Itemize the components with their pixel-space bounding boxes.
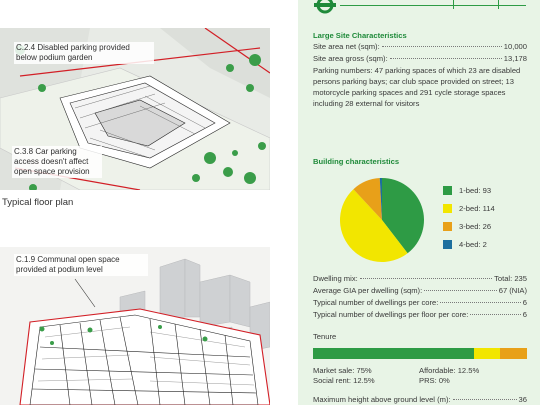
tenure-market-sale: Market sale: 75% [313, 366, 372, 375]
row-label: Site area gross (sqm): [313, 54, 388, 63]
tenure-segment [500, 348, 527, 359]
legend-swatch [443, 186, 452, 195]
info-panel [298, 0, 540, 405]
parking-text: Parking numbers: 47 parking spaces of which 23 are disabled persons parking bays; car club space provided on street; 13 motorcycle parking spaces and 291 cycle storage spaces including 28 external for visitors [313, 66, 521, 108]
dwellings-per-core-row [313, 297, 527, 308]
legend-swatch [443, 222, 452, 231]
dot-leader [360, 278, 492, 279]
row-label: Maximum height above ground level (m): [313, 395, 451, 404]
row-value: 6 [522, 310, 527, 319]
tenure-heading: Tenure [313, 332, 337, 341]
legend-item-2-bed [443, 204, 495, 213]
legend-item-4-bed [443, 240, 487, 249]
dot-leader [390, 58, 502, 59]
dwelling-mix-pie-chart [337, 175, 427, 265]
site-area-gross-row [313, 53, 527, 64]
tenure-segment [474, 348, 501, 359]
callout-communal-open-space: C.1.9 Communal open space provided at podium level [14, 254, 148, 276]
row-label: Typical number of dwellings per core: [313, 298, 439, 307]
tenure-affordable: Affordable: 12.5% [419, 366, 480, 375]
dot-leader [382, 46, 502, 47]
dot-leader [440, 302, 520, 303]
site-area-net-row [313, 41, 527, 52]
average-gia-row [313, 285, 527, 296]
legend-label: 2-bed: 114 [459, 204, 495, 213]
callout-car-parking-access: C.3.8 Car parking access doesn't affect open space provision [12, 146, 102, 178]
row-value: 67 (NIA) [498, 286, 527, 295]
header-rule-tick [453, 0, 454, 9]
row-label: Typical number of dwellings per floor per core: [313, 310, 469, 319]
legend-label: 3-bed: 26 [459, 222, 492, 231]
legend-label: 1-bed: 93 [459, 186, 492, 195]
tenure-social-rent: Social rent: 12.5% [313, 376, 375, 385]
callout-disabled-parking: C.2.4 Disabled parking provided below podium garden [14, 42, 154, 64]
legend-label: 4-bed: 2 [459, 240, 487, 249]
dot-leader [470, 314, 520, 315]
max-height-row [313, 394, 527, 405]
tenure-segment [313, 348, 474, 359]
row-label: Site area net (sqm): [313, 42, 380, 51]
row-value: 13,178 [503, 54, 527, 63]
floor-plan-caption: Typical floor plan [2, 197, 74, 208]
dot-leader [424, 290, 497, 291]
row-value: 36 [518, 395, 527, 404]
tenure-bar [313, 348, 527, 359]
dwellings-per-floor-row [313, 309, 527, 320]
legend-swatch [443, 240, 452, 249]
row-value: 6 [522, 298, 527, 307]
building-heading: Building characteristics [313, 157, 400, 166]
dwelling-mix-row [313, 273, 527, 284]
row-label: Dwelling mix: [313, 274, 358, 283]
header-rule-tick [498, 0, 499, 9]
row-value: Total: 235 [494, 274, 527, 283]
legend-item-3-bed [443, 222, 491, 231]
row-value: 10,000 [503, 42, 527, 51]
large-site-heading: Large Site Characteristics [313, 31, 407, 40]
roundel-logo-icon [314, 0, 336, 18]
legend-swatch [443, 204, 452, 213]
dot-leader [453, 399, 517, 400]
legend-item-1-bed [443, 186, 491, 195]
row-label: Average GIA per dwelling (sqm): [313, 286, 423, 295]
tenure-prs: PRS: 0% [419, 376, 450, 385]
